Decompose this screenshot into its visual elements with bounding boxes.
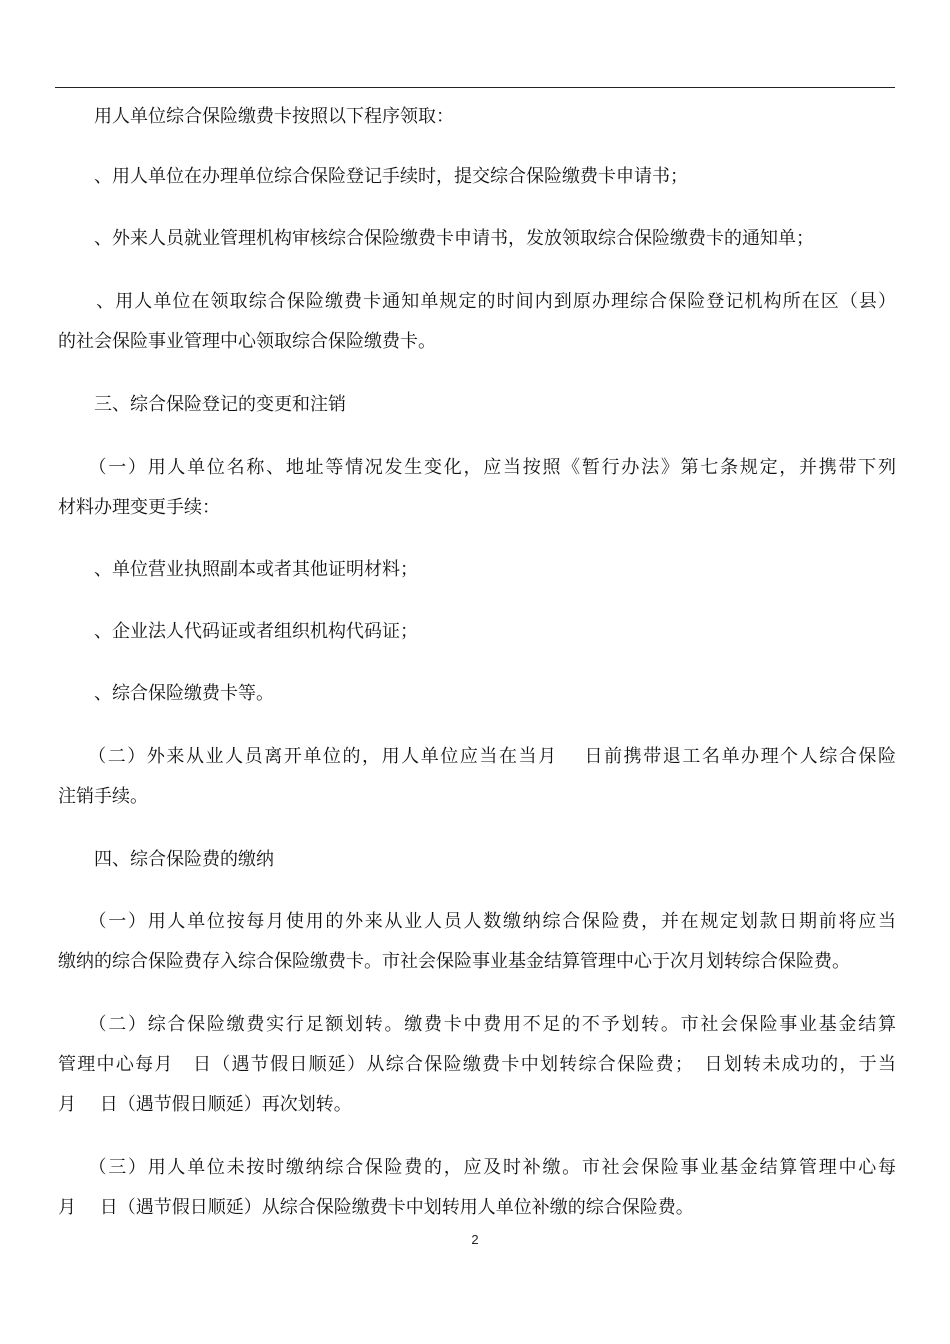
paragraph-2: 、用人单位在办理单位综合保险登记手续时，提交综合保险缴费卡申请书；: [58, 166, 688, 187]
paragraph-3: 、外来人员就业管理机构审核综合保险缴费卡申请书，发放领取综合保险缴费卡的通知单；: [58, 228, 814, 249]
paragraph-14-line-1: （三）用人单位未按时缴纳综合保险费的，应及时补缴。市社会保险事业基金结算管理中心每: [58, 1157, 896, 1178]
paragraph-13-line-1: （二）综合保险缴费实行足额划转。缴费卡中费用不足的不予划转。市社会保险事业基金结算: [58, 1014, 896, 1035]
header-rule: [55, 87, 895, 88]
section-heading-3: 三、综合保险登记的变更和注销: [58, 394, 346, 415]
paragraph-14-line-2: 月 日（遇节假日顺延）从综合保险缴费卡中划转用人单位补缴的综合保险费。: [58, 1197, 694, 1218]
paragraph-7: 、单位营业执照副本或者其他证明材料；: [58, 559, 418, 580]
page-number: 2: [471, 1232, 479, 1247]
paragraph-12-line-1: （一）用人单位按每月使用的外来从业人员人数缴纳综合保险费，并在规定划款日期前将应当: [58, 911, 896, 932]
paragraph-10-line-1: （二）外来从业人员离开单位的，用人单位应当在当月 日前携带退工名单办理个人综合保险: [58, 746, 896, 767]
paragraph-6-line-2: 材料办理变更手续：: [58, 497, 220, 518]
section-heading-4: 四、综合保险费的缴纳: [58, 849, 274, 870]
paragraph-8: 、企业法人代码证或者组织机构代码证；: [58, 621, 418, 642]
paragraph-4-line-1: 、用人单位在领取综合保险缴费卡通知单规定的时间内到原办理综合保险登记机构所在区（县）: [58, 291, 896, 312]
paragraph-10-line-2: 注销手续。: [58, 786, 148, 807]
paragraph-6-line-1: （一）用人单位名称、地址等情况发生变化，应当按照《暂行办法》第七条规定，并携带下列: [58, 457, 896, 478]
paragraph-1: 用人单位综合保险缴费卡按照以下程序领取：: [58, 106, 454, 127]
paragraph-12-line-2: 缴纳的综合保险费存入综合保险缴费卡。市社会保险事业基金结算管理中心于次月划转综合保险费。: [58, 951, 850, 972]
paragraph-13-line-2: 管理中心每月 日（遇节假日顺延）从综合保险缴费卡中划转综合保险费； 日划转未成功的，于当: [58, 1054, 896, 1075]
paragraph-4-line-2: 的社会保险事业管理中心领取综合保险缴费卡。: [58, 331, 436, 352]
paragraph-9: 、综合保险缴费卡等。: [58, 683, 274, 704]
paragraph-13-line-3: 月 日（遇节假日顺延）再次划转。: [58, 1094, 352, 1115]
